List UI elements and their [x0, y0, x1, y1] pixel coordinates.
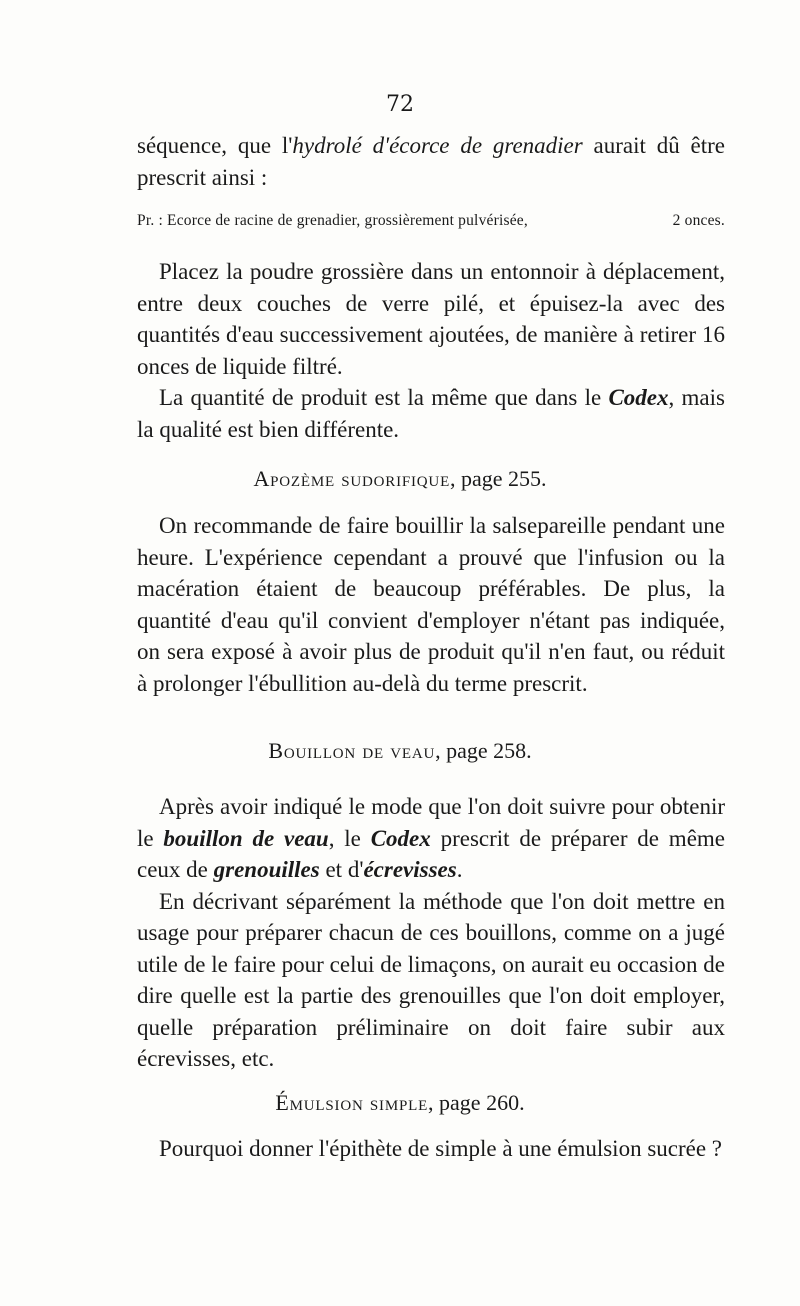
heading-bouillon: [0, 738, 800, 764]
apres-text-5: .: [456, 857, 463, 882]
paragraph-on-recommande: On recommande de faire bouillir la salsepareille pendant une heure. L'expérience cependant a prouvé que l'infusion ou la macération étaient de beaucoup préférables. De plus, la quantité d'eau qu'il convient d'employer n'étant pas indiquée, on sera exposé à avoir plus de produit qu'il n'en faut, ou réduit à prolonger l'ébullition au-delà du terme prescrit.: [137, 513, 725, 696]
recipe-text: Pr. : Ecorce de racine de grenadier, grossièrement pulvérisée,: [137, 212, 528, 229]
hydrole-term: hydrolé d'écorce de grenadier: [292, 133, 583, 158]
heading-apozeme-title: Apozème sudorifique: [253, 466, 451, 491]
paragraph-en-decrivant: En décrivant séparément la méthode que l'on doit mettre en usage pour préparer chacun de ces bouillons, comme on a jugé utile de le faire pour celui de limaçons, on aurait eu occasion de dire quelle est la partie des grenouilles que l'on doit employer, quelle préparation préliminaire on doit faire subir aux écrevisses, etc.: [137, 888, 725, 1071]
section-emulsion: [137, 1133, 725, 1165]
quantite-text-end: , mais la qualité est bien différente.: [137, 385, 725, 442]
heading-bouillon-title: Bouillon de veau: [268, 738, 436, 763]
quantite-text-start: La quantité de produit est la même que dans le: [159, 385, 609, 410]
heading-apozeme: [0, 466, 800, 492]
section-bouillon: [137, 791, 725, 1075]
continuation-text-start: séquence, que l': [137, 133, 293, 158]
heading-emulsion: [0, 1090, 800, 1116]
recipe-amount: 2 onces.: [672, 212, 725, 229]
grenouilles-term: grenouilles: [213, 857, 320, 882]
heading-emulsion-page: , page 260.: [428, 1090, 525, 1115]
page-number: 72: [386, 92, 414, 117]
heading-emulsion-title: Émulsion simple: [275, 1090, 429, 1115]
continuation-paragraph: [137, 130, 725, 193]
continuation-text-end: aurait dû être prescrit ainsi :: [137, 133, 725, 190]
bouillon-term: bouillon de veau: [163, 825, 329, 851]
paragraph-apres: [137, 791, 725, 886]
section-placez: [137, 256, 725, 445]
codex-term-2: Codex: [370, 825, 431, 851]
apres-text-3: prescrit de préparer de même ceux de: [137, 825, 726, 882]
apres-text-4: et d': [319, 857, 364, 882]
heading-bouillon-page: , page 258.: [435, 738, 532, 763]
codex-term: Codex: [608, 385, 669, 410]
section-apozeme: [137, 510, 725, 699]
ecrevisses-term: écrevisses: [363, 857, 457, 882]
apres-text-1: Après avoir indiqué le mode que l'on doit suivre pour obtenir le: [137, 794, 725, 851]
paragraph-pourquoi: Pourquoi donner l'épithète de simple à une émulsion sucrée ?: [159, 1136, 723, 1161]
heading-apozeme-page: , page 255.: [450, 466, 547, 491]
apres-text-2: , le: [328, 825, 371, 851]
paragraph-placez: Placez la poudre grossière dans un entonnoir à déplacement, entre deux couches de verre pilé, et épuisez-la avec des quantités d'eau successivement ajoutées, de manière à retirer 16 onces de liquide filtré.: [137, 259, 725, 379]
recipe-line: [137, 212, 725, 230]
paragraph-quantite: [137, 382, 725, 445]
